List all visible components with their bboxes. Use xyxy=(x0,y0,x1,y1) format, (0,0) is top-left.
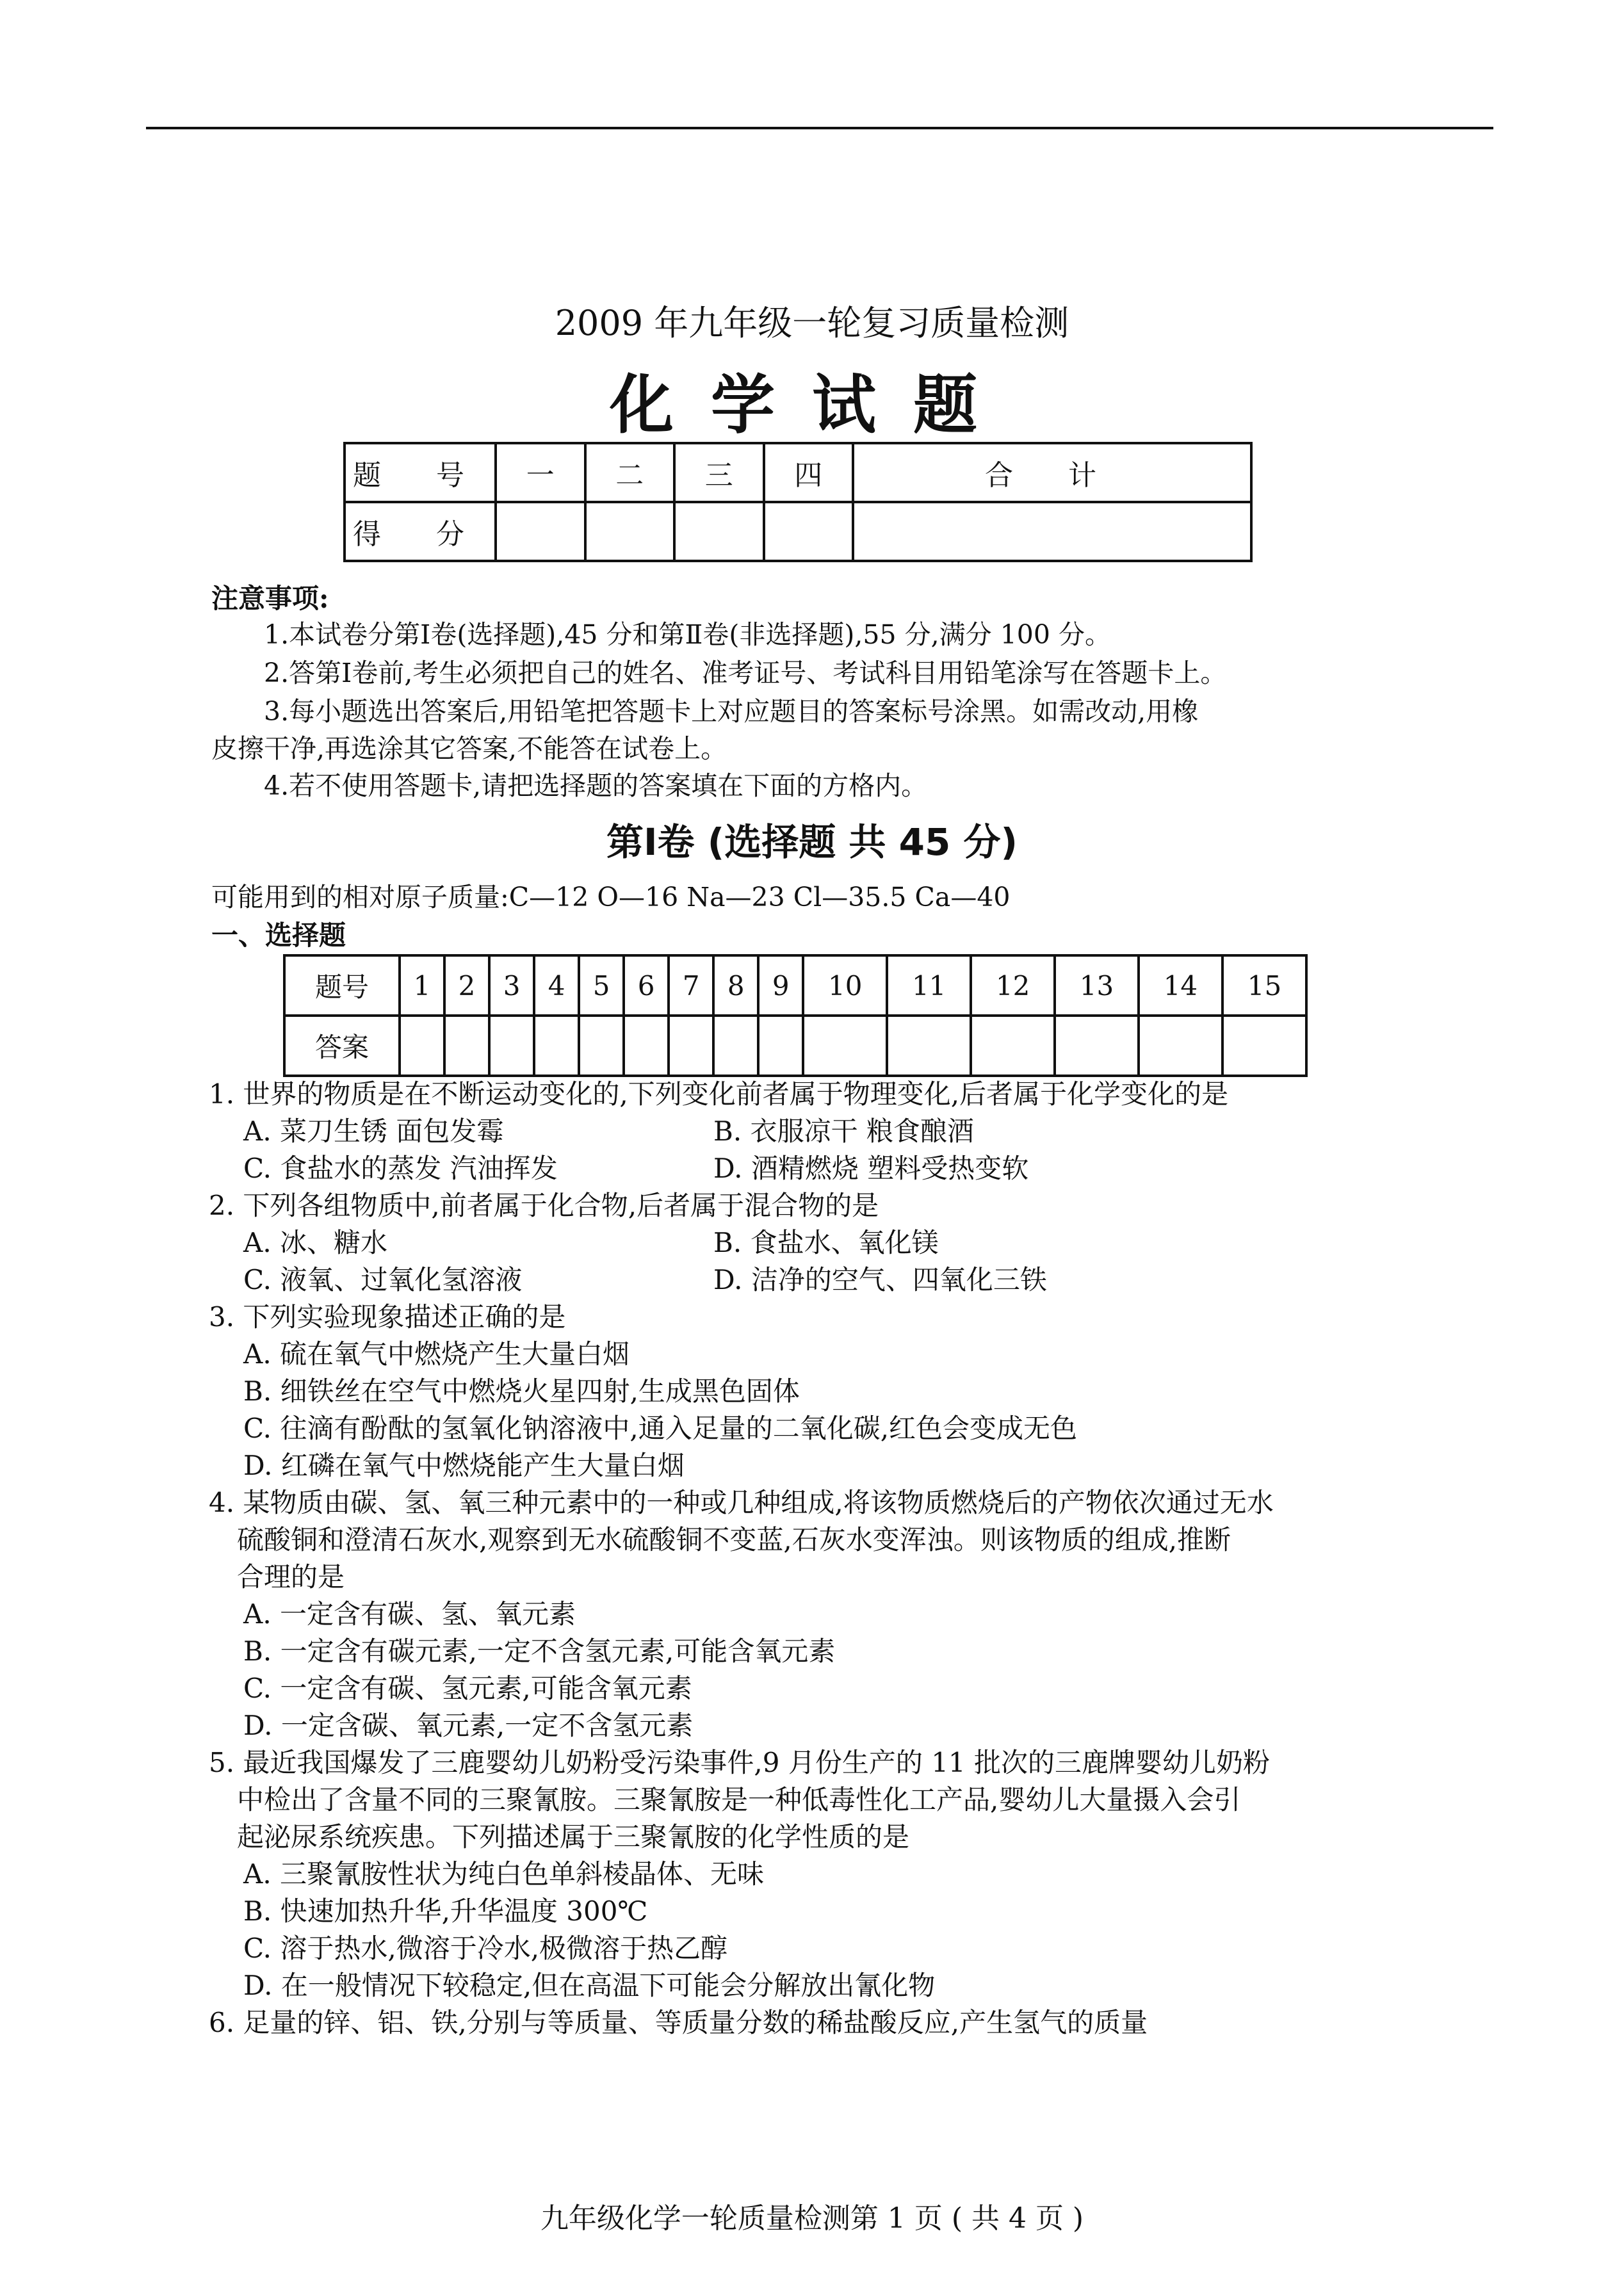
q4-option-d: D. 一定含碳、氧元素,一定不含氢元素 xyxy=(243,1710,694,1741)
q5-option-d: D. 在一般情况下较稳定,但在高温下可能会分解放出氰化物 xyxy=(243,1970,936,2001)
answer-blank xyxy=(1139,1016,1222,1076)
q4-stem-3: 合理的是 xyxy=(237,1561,345,1593)
q5-stem-2: 中检出了含量不同的三聚氰胺。三聚氰胺是一种低毒性化工产品,婴幼儿大量摄入会引 xyxy=(237,1784,1241,1815)
q5-stem-3: 起泌尿系统疾患。下列描述属于三聚氰胺的化学性质的是 xyxy=(237,1821,910,1853)
answer-blank xyxy=(803,1016,887,1076)
q2-stem: 2. 下列各组物质中,前者属于化合物,后者属于混合物的是 xyxy=(209,1190,879,1221)
note-1: 1.本试卷分第Ⅰ卷(选择题),45 分和第Ⅱ卷(非选择题),55 分,满分 100 分。 xyxy=(264,619,1111,650)
answer-blank xyxy=(400,1016,444,1076)
answer-blank xyxy=(489,1016,534,1076)
exam-subtitle: 2009 年九年级一轮复习质量检测 xyxy=(555,303,1069,343)
answer-blank xyxy=(887,1016,971,1076)
score-cell-4: 四 xyxy=(764,443,854,502)
q1-option-b: B. 衣服凉干 粮食酿酒 xyxy=(713,1115,974,1147)
answer-number: 8 xyxy=(713,955,758,1016)
answer-number: 4 xyxy=(534,955,579,1016)
answer-number: 6 xyxy=(624,955,669,1016)
q1-option-d: D. 酒精燃烧 塑料受热变软 xyxy=(713,1153,1029,1184)
q3-option-c: C. 往滴有酚酞的氢氧化钠溶液中,通入足量的二氧化碳,红色会变成无色 xyxy=(243,1413,1078,1444)
answer-blank xyxy=(579,1016,624,1076)
answer-blank xyxy=(758,1016,803,1076)
q5-option-b: B. 快速加热升华,升华温度 300℃ xyxy=(243,1895,648,1927)
score-row-label: 得 分 xyxy=(345,502,496,561)
exam-title: 化学试题 xyxy=(610,367,1014,442)
answer-number: 5 xyxy=(579,955,624,1016)
answer-blank xyxy=(669,1016,713,1076)
score-table xyxy=(343,442,1253,562)
answer-blank xyxy=(1055,1016,1139,1076)
score-table-score-row xyxy=(345,502,1251,561)
answer-number: 7 xyxy=(669,955,713,1016)
answer-blank xyxy=(971,1016,1055,1076)
q3-option-b: B. 细铁丝在空气中燃烧火星四射,生成黑色固体 xyxy=(243,1375,800,1407)
answer-blank xyxy=(1222,1016,1306,1076)
note-3-cont: 皮擦干净,再选涂其它答案,不能答在试卷上。 xyxy=(211,733,727,764)
top-rule xyxy=(146,127,1493,129)
score-blank-4 xyxy=(764,502,854,561)
answer-table-answer-row xyxy=(284,1016,1306,1076)
score-cell-3: 三 xyxy=(674,443,764,502)
score-cell-2: 二 xyxy=(585,443,675,502)
q6-stem: 6. 足量的锌、铝、铁,分别与等质量、等质量分数的稀盐酸反应,产生氢气的质量 xyxy=(209,2007,1148,2038)
q1-stem: 1. 世界的物质是在不断运动变化的,下列变化前者属于物理变化,后者属于化学变化的是 xyxy=(209,1078,1229,1110)
answer-number: 12 xyxy=(971,955,1055,1016)
part-label: 一、选择题 xyxy=(211,920,346,951)
q2-option-c: C. 液氧、过氧化氢溶液 xyxy=(243,1264,523,1295)
score-blank-total xyxy=(853,502,1251,561)
answer-number: 2 xyxy=(444,955,489,1016)
answer-row-label: 答案 xyxy=(284,1016,400,1076)
answer-number: 3 xyxy=(489,955,534,1016)
answer-number: 1 xyxy=(400,955,444,1016)
q4-option-b: B. 一定含有碳元素,一定不含氢元素,可能含氧元素 xyxy=(243,1635,836,1667)
atomic-masses: 可能用到的相对原子质量:C—12 O—16 Na—23 Cl—35.5 Ca—40 xyxy=(211,882,1011,912)
answer-blank xyxy=(444,1016,489,1076)
q4-option-c: C. 一定含有碳、氢元素,可能含氧元素 xyxy=(243,1673,692,1704)
q2-option-b: B. 食盐水、氧化镁 xyxy=(713,1227,939,1258)
score-cell-label: 题 号 xyxy=(345,443,496,502)
section-title: 第Ⅰ卷 (选择题 共 45 分) xyxy=(606,820,1018,864)
score-blank-3 xyxy=(674,502,764,561)
q4-option-a: A. 一定含有碳、氢、氧元素 xyxy=(243,1598,576,1630)
note-3: 3.每小题选出答案后,用铅笔把答题卡上对应题目的答案标号涂黑。如需改动,用橡 xyxy=(264,696,1199,727)
q3-stem: 3. 下列实验现象描述正确的是 xyxy=(209,1301,566,1333)
q1-option-a: A. 菜刀生锈 面包发霉 xyxy=(243,1115,504,1147)
answer-number: 10 xyxy=(803,955,887,1016)
answer-blank xyxy=(713,1016,758,1076)
answer-number: 13 xyxy=(1055,955,1139,1016)
q4-stem-2: 硫酸铜和澄清石灰水,观察到无水硫酸铜不变蓝,石灰水变浑浊。则该物质的组成,推断 xyxy=(237,1524,1231,1555)
answer-number: 15 xyxy=(1222,955,1306,1016)
q3-option-d: D. 红磷在氧气中燃烧能产生大量白烟 xyxy=(243,1450,685,1481)
q5-option-a: A. 三聚氰胺性状为纯白色单斜棱晶体、无味 xyxy=(243,1858,765,1890)
note-4: 4.若不使用答题卡,请把选择题的答案填在下面的方格内。 xyxy=(264,770,928,801)
q5-option-c: C. 溶于热水,微溶于冷水,极微溶于热乙醇 xyxy=(243,1933,728,1964)
answer-table-number-row xyxy=(284,955,1306,1016)
answer-number: 11 xyxy=(887,955,971,1016)
answer-table xyxy=(283,954,1308,1077)
score-cell-total: 合 计 xyxy=(853,443,1251,502)
answer-table-label: 题号 xyxy=(284,955,400,1016)
answer-blank xyxy=(534,1016,579,1076)
answer-number: 14 xyxy=(1139,955,1222,1016)
page-footer: 九年级化学一轮质量检测第 1 页 ( 共 4 页 ) xyxy=(540,2202,1084,2235)
q4-stem-1: 4. 某物质由碳、氢、氧三种元素中的一种或几种组成,将该物质燃烧后的产物依次通过无水 xyxy=(209,1487,1274,1518)
q3-option-a: A. 硫在氧气中燃烧产生大量白烟 xyxy=(243,1338,630,1370)
q2-option-a: A. 冰、糖水 xyxy=(243,1227,388,1258)
score-cell-1: 一 xyxy=(496,443,585,502)
note-2: 2.答第Ⅰ卷前,考生必须把自己的姓名、准考证号、考试科目用铅笔涂写在答题卡上。 xyxy=(264,658,1227,688)
q1-option-c: C. 食盐水的蒸发 汽油挥发 xyxy=(243,1153,558,1184)
q5-stem-1: 5. 最近我国爆发了三鹿婴幼儿奶粉受污染事件,9 月份生产的 11 批次的三鹿牌婴幼儿奶粉 xyxy=(209,1747,1270,1778)
notes-title: 注意事项: xyxy=(211,583,329,614)
score-blank-2 xyxy=(585,502,675,561)
score-blank-1 xyxy=(496,502,585,561)
answer-number: 9 xyxy=(758,955,803,1016)
answer-blank xyxy=(624,1016,669,1076)
q2-option-d: D. 洁净的空气、四氧化三铁 xyxy=(713,1264,1047,1295)
score-table-header-row xyxy=(345,443,1251,502)
